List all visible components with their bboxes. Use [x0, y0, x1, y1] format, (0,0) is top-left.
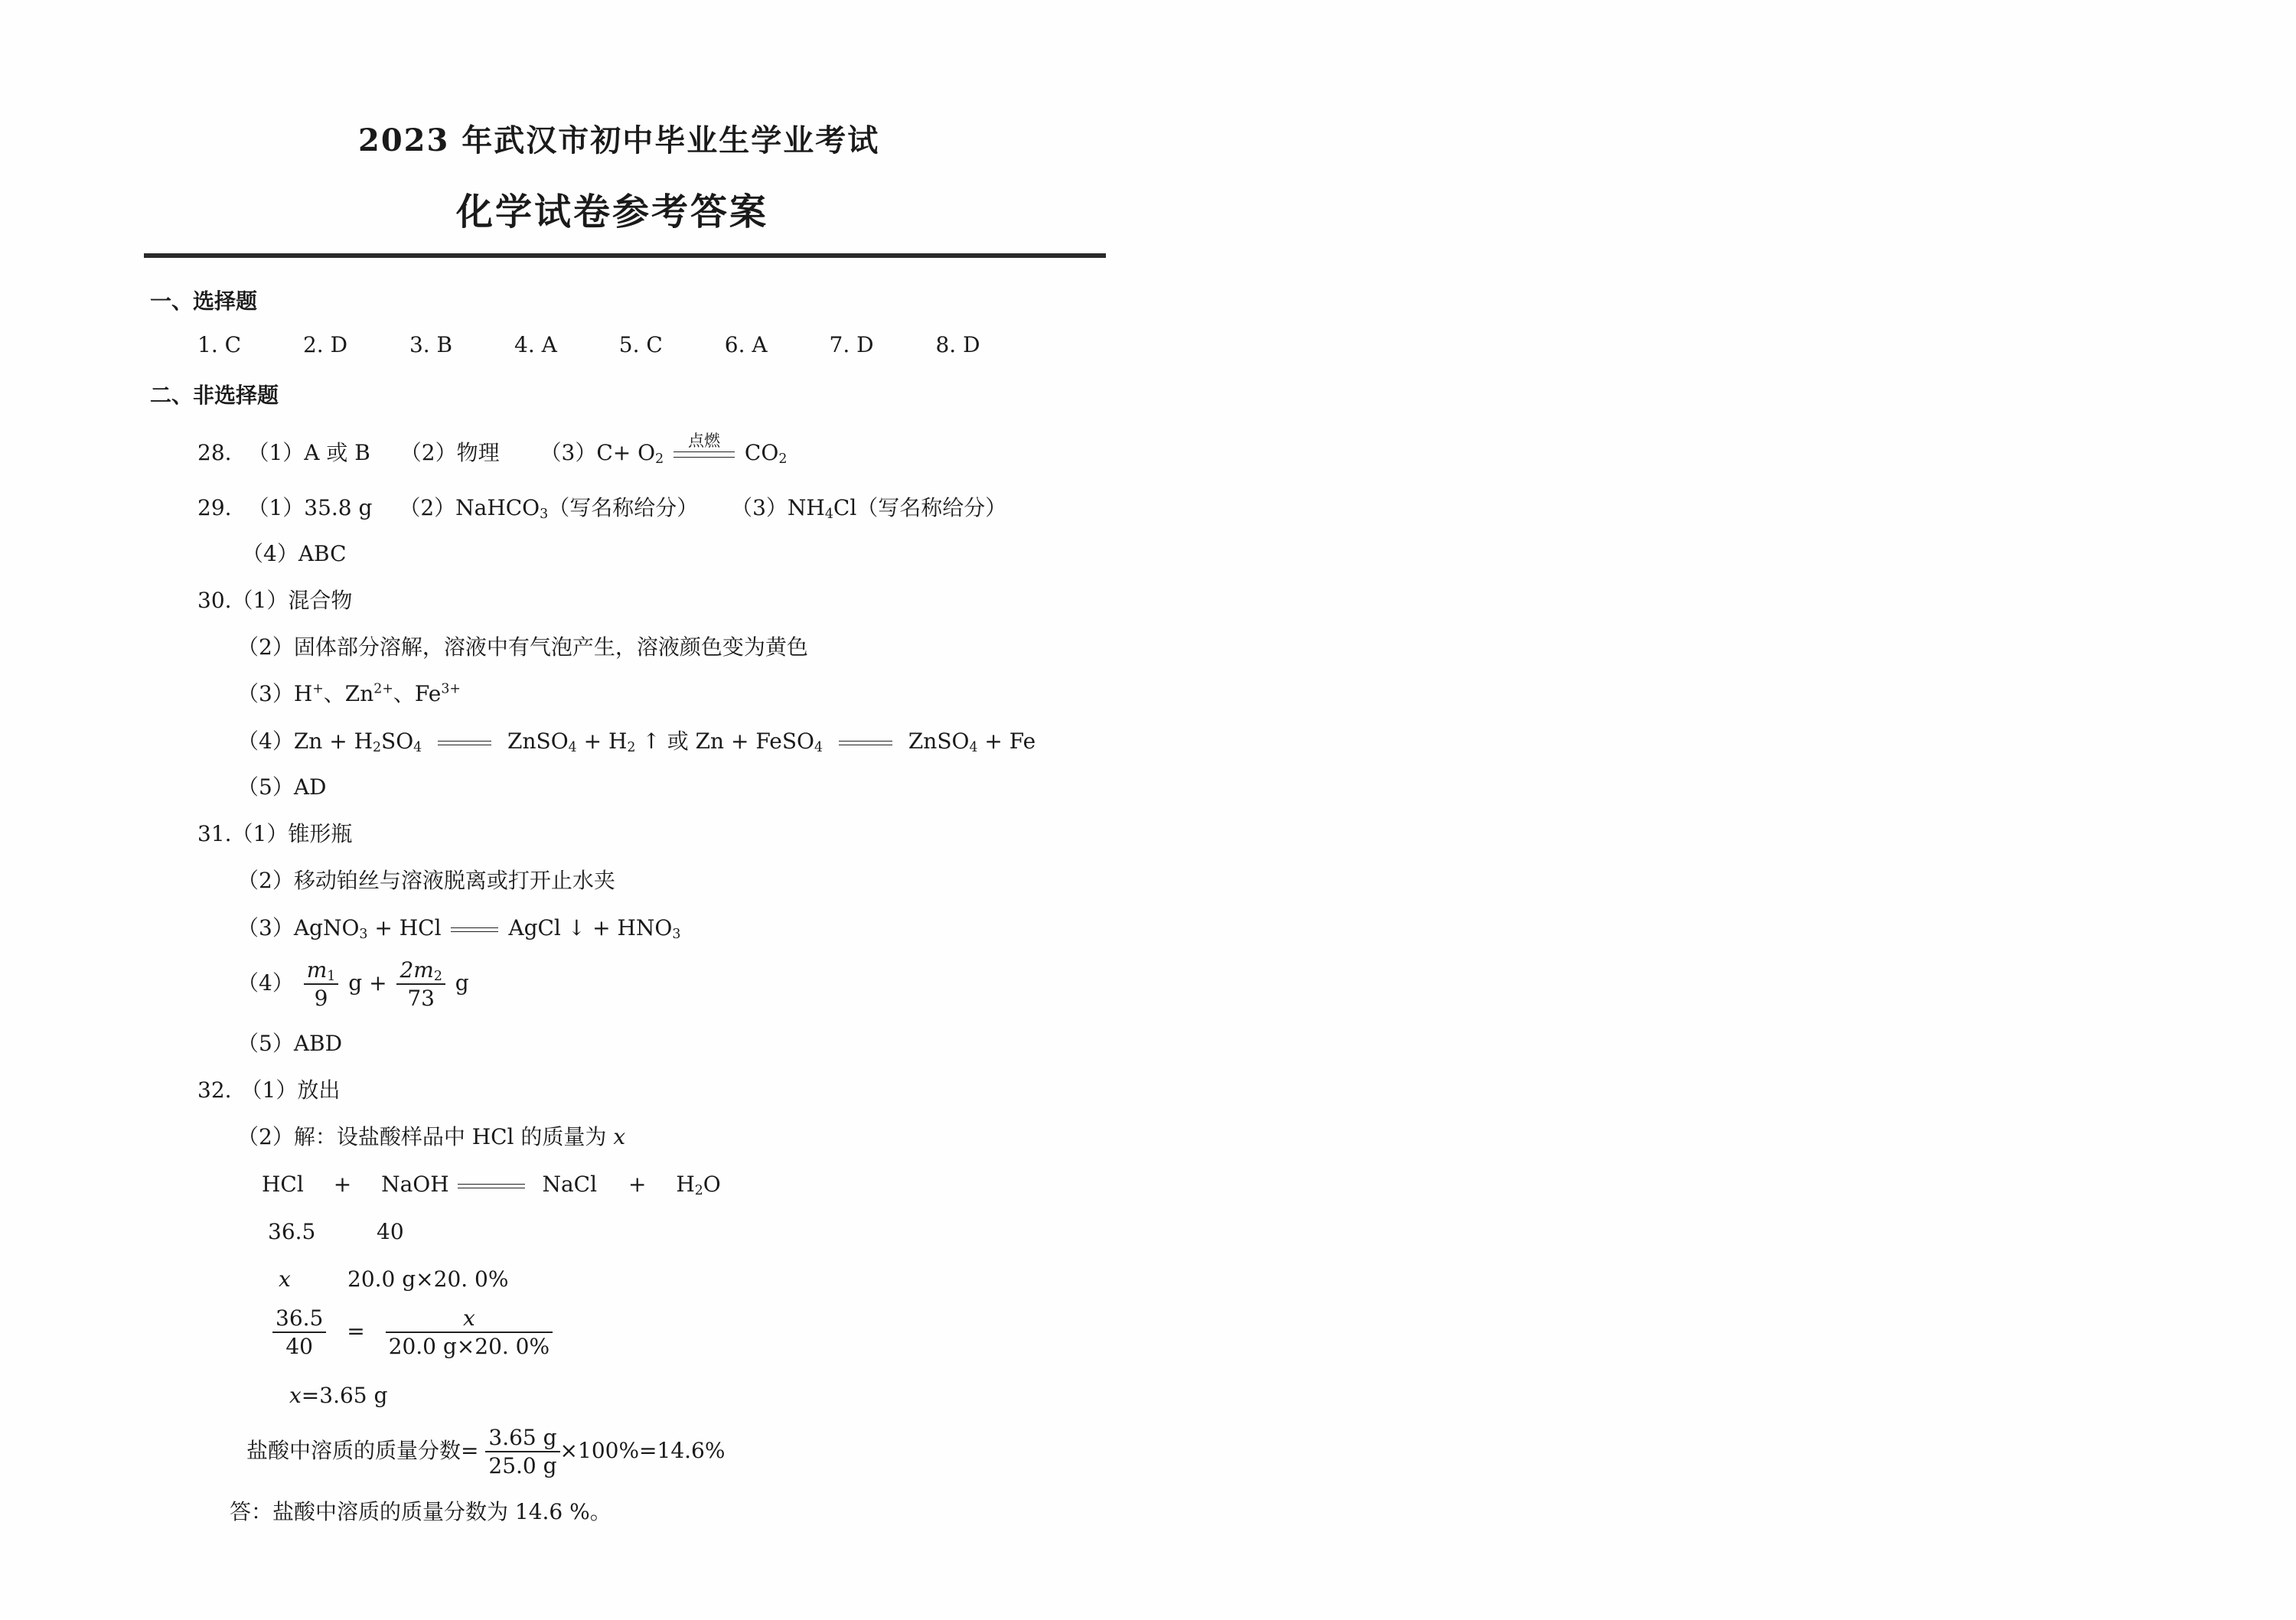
q31-g: g [455, 970, 469, 996]
q32-result-x: x [289, 1383, 302, 1408]
q30-h2b-sub: 2 [627, 739, 636, 755]
q31-part3 [237, 915, 681, 942]
q31-agno3: （3）AgNO [237, 915, 360, 940]
q30-part4 [237, 729, 1036, 755]
q29-sub3: 3 [540, 506, 549, 522]
q31-number: 31. [197, 821, 232, 846]
q29-part1: （1）35.8 g [247, 495, 373, 520]
q30-line1 [197, 590, 352, 611]
q30-znso4-sub: 4 [568, 739, 577, 755]
q31-part2: （2）移动铂丝与溶液脱离或打开止水夹 [237, 868, 615, 893]
q32-variable-x: x [613, 1124, 626, 1149]
choice-answer: 5. C [618, 332, 663, 357]
q28-line [197, 431, 788, 467]
q32-h2o-sub: 2 [694, 1182, 703, 1198]
q31-fraction-m2 [396, 959, 445, 1010]
q28-part1: （1）A 或 B [247, 440, 370, 465]
q28-o2-subscript: 2 [655, 451, 664, 467]
q32-fraction-denominator: 25.0 g [488, 1453, 557, 1479]
q32-hcl: HCl [262, 1172, 304, 1197]
q30-fe-product: + Fe [984, 729, 1036, 754]
q29-part3-suffix: Cl（写名称给分） [833, 495, 1007, 520]
q32-ratio-naoh: 20.0 g×20. 0% [388, 1334, 550, 1360]
q31-hcl: + HCl [374, 915, 442, 940]
q30-or: ↑ 或 Zn + FeSO [642, 729, 814, 754]
q28-co2-subscript: 2 [778, 451, 788, 467]
choice-answer: 1. C [197, 332, 242, 357]
q32-equals [458, 1184, 525, 1188]
q29-part2-note: （写名称给分） [548, 495, 699, 520]
q30-number: 30. [197, 588, 232, 613]
q31-fraction-m1 [304, 959, 339, 1010]
q31-part5: （5）ABD [237, 1031, 343, 1056]
q32-fraction-tail: ×100%=14.6% [559, 1437, 726, 1463]
q32-molar-mass-hcl: 36.5 [268, 1219, 316, 1244]
section-heading-choice: 一、选择题 [150, 288, 258, 314]
q31-m2-sub: 2 [433, 968, 442, 984]
q30-fe-charge: 3+ [441, 681, 461, 697]
q31-plus-g: g + [348, 970, 387, 996]
q31-m1: m [306, 957, 328, 983]
q32-answer: 答：盐酸中溶质的质量分数为 14.6 %。 [230, 1499, 612, 1524]
q30-znso4-2-sub: 4 [969, 739, 978, 755]
q32-ratio-left [272, 1307, 326, 1358]
q29-part2: （2）NaHCO [399, 495, 540, 520]
q30-part5: （5）AD [237, 774, 327, 800]
q32-percent-fraction [485, 1426, 559, 1478]
q31-hno3-sub: 3 [672, 926, 681, 942]
q28-part2: （2）物理 [400, 440, 500, 465]
q32-proportion [269, 1307, 556, 1358]
q29-part4: （4）ABC [242, 541, 347, 566]
q32-fraction-line [246, 1426, 725, 1478]
q32-ratio-denominator: 40 [285, 1334, 313, 1360]
q31-equals [451, 927, 498, 932]
q30-part1: （1）混合物 [231, 588, 353, 613]
q30-eq-reactants: （4）Zn + H [237, 729, 373, 754]
choice-answer: 3. B [409, 332, 453, 357]
q30-znso4-2: ZnSO [908, 729, 970, 754]
choice-answer: 2. D [302, 332, 348, 357]
q31-m1-sub: 1 [327, 968, 336, 984]
q32-result-value: =3.65 g [301, 1383, 388, 1408]
q32-molar-mass-naoh: 40 [377, 1219, 404, 1244]
q30-znso4: ZnSO [507, 729, 569, 754]
q32-h2o-o: O [703, 1172, 721, 1197]
q30-so4: SO [381, 729, 414, 754]
q32-fraction-label: 盐酸中溶质的质量分数= [246, 1437, 479, 1463]
q32-nacl: NaCl [542, 1172, 598, 1197]
q28-part3: （3）C+ O [540, 440, 656, 465]
q31-denominator-9: 9 [314, 986, 328, 1012]
q28-condition-equals [673, 431, 735, 458]
q32-ratio-numerator: 36.5 [272, 1307, 326, 1333]
q32-ratio-x: x [386, 1307, 553, 1333]
q31-denominator-73: 73 [407, 986, 435, 1012]
q32-solution-intro: （2）解：设盐酸样品中 HCl 的质量为 [237, 1124, 607, 1149]
q32-plus-2: + [628, 1172, 647, 1197]
choice-answer: 6. A [724, 332, 768, 357]
q28-product: CO [744, 440, 779, 465]
q32-ratio-right [386, 1307, 553, 1358]
q31-part4 [237, 959, 469, 1010]
q30-zn-charge: 2+ [373, 681, 393, 697]
q30-equals-2 [839, 741, 892, 745]
q28-number: 28. [197, 440, 232, 465]
q31-part1: （1）锥形瓶 [231, 821, 353, 846]
q32-equal-sign: = [347, 1318, 365, 1344]
q30-zn: 、Zn [323, 681, 374, 706]
q32-line1 [197, 1077, 341, 1103]
q32-plus-1: + [333, 1172, 352, 1197]
exam-title: 2023 年武汉市初中毕业生学业考试 [358, 122, 880, 158]
q31-part4-prefix: （4） [237, 970, 294, 996]
q30-h: （3）H [237, 681, 313, 706]
q29-sub4: 4 [824, 506, 833, 522]
section-heading-nonchoice: 二、非选择题 [150, 383, 279, 408]
q32-naoh-mass: 20.0 g×20. 0% [347, 1266, 509, 1292]
q30-fe: 、Fe [393, 681, 442, 706]
q32-number: 32. [197, 1077, 232, 1103]
q32-naoh: NaOH [381, 1172, 449, 1197]
q28-condition: 点燃 [688, 431, 721, 450]
q30-so4-sub: 4 [413, 739, 422, 755]
q32-part1: （1）放出 [240, 1077, 341, 1103]
choice-answer: 8. D [935, 332, 980, 357]
exam-subtitle: 化学试卷参考答案 [456, 191, 769, 233]
q29-part3: （3）NH [731, 495, 825, 520]
q32-equation [262, 1172, 721, 1198]
q32-h2o: H [676, 1172, 695, 1197]
q30-feso4-sub: 4 [814, 739, 823, 755]
q32-x-label: x [279, 1266, 291, 1292]
q31-2m2: 2m [400, 957, 434, 983]
q29-number: 29. [197, 495, 232, 520]
header-divider [144, 253, 1106, 258]
q30-part3 [237, 683, 461, 705]
q29-line [197, 495, 1007, 522]
q30-part2: （2）固体部分溶解，溶液中有气泡产生，溶液颜色变为黄色 [237, 634, 808, 660]
q31-products: AgCl ↓ + HNO [508, 915, 673, 940]
q30-h2: + H [583, 729, 628, 754]
q31-line1 [197, 823, 352, 845]
q32-result [289, 1385, 387, 1406]
choice-answer: 7. D [829, 332, 874, 357]
q32-fraction-numerator: 3.65 g [485, 1426, 559, 1452]
q30-equals-1 [438, 741, 491, 745]
choice-answers [197, 334, 980, 356]
choice-answer: 4. A [514, 332, 557, 357]
q30-h2-sub: 2 [372, 739, 382, 755]
q32-part2 [237, 1126, 625, 1148]
q30-h-charge: + [312, 681, 324, 697]
q31-agno3-sub: 3 [359, 926, 368, 942]
